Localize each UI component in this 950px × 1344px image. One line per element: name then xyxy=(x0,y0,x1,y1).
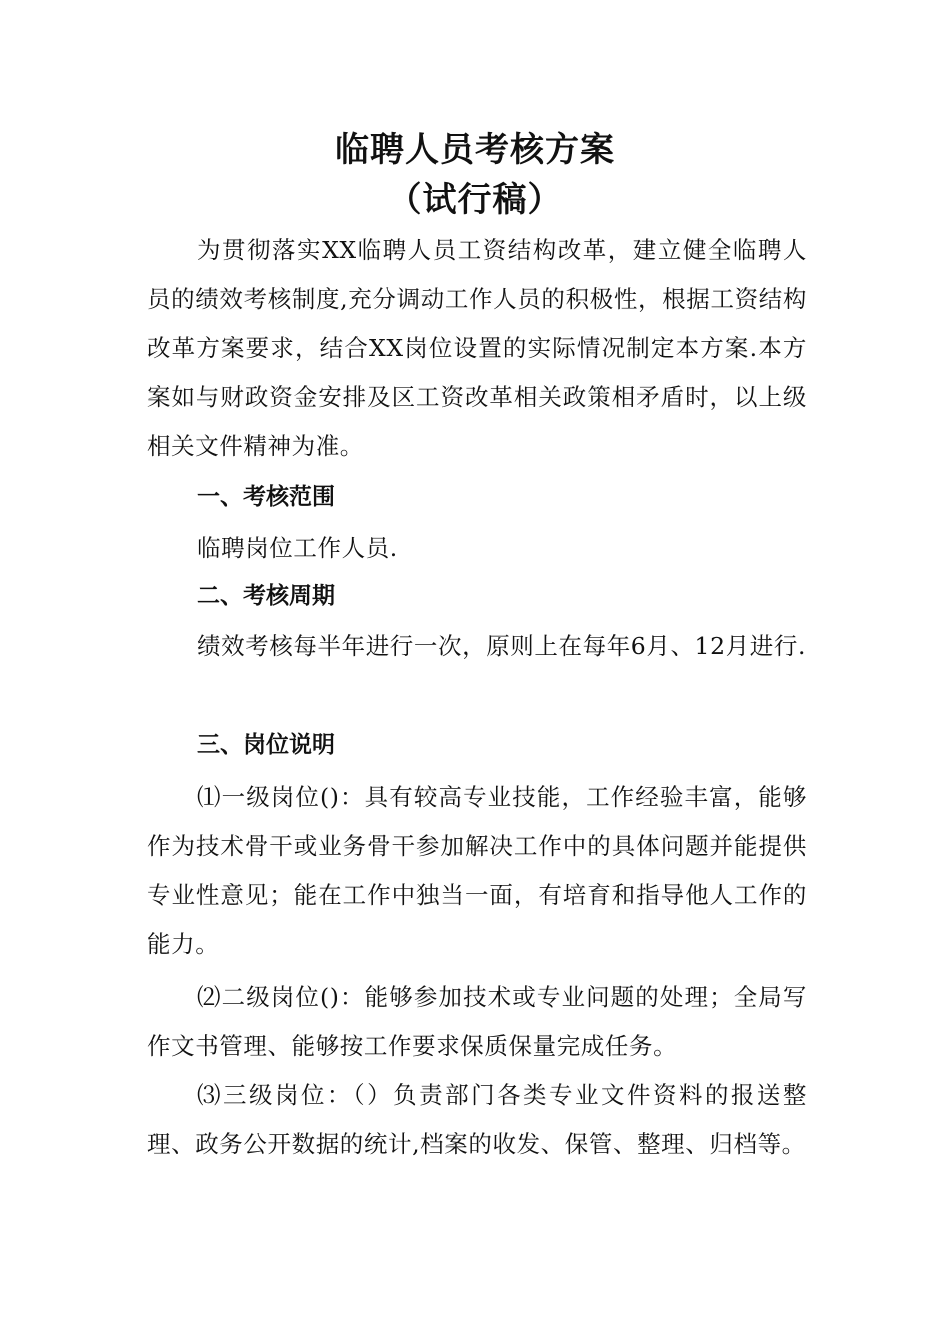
section-heading-period: 二、考核周期 xyxy=(197,583,335,609)
position-level-1-paragraph: ⑴一级岗位()：具有较高专业技能，工作经验丰富，能够作为技术骨干或业务骨干参加解决工作中的具体问题并能提供专业性意见；能在工作中独当一面，有培育和指导他人工作的能力。 xyxy=(147,783,807,958)
period-paragraph: 绩效考核每半年进行一次，原则上在每年6月、12月进行. xyxy=(197,632,807,660)
position-level-2-paragraph: ⑵二级岗位()：能够参加技术或专业问题的处理；全局写作文书管理、能够按工作要求保质保量完成任务。 xyxy=(147,983,807,1060)
section-heading-positions: 三、岗位说明 xyxy=(197,732,335,758)
position-level-3-paragraph: ⑶三级岗位：（）负责部门各类专业文件资料的报送整理、政务公开数据的统计,档案的收发、保管、整理、归档等。 xyxy=(147,1081,807,1158)
document-subtitle: （试行稿） xyxy=(387,180,563,220)
scope-paragraph: 临聘岗位工作人员. xyxy=(197,534,398,562)
section-heading-scope: 一、考核范围 xyxy=(197,484,335,510)
document-title: 临聘人员考核方案 xyxy=(335,130,615,170)
intro-paragraph: 为贯彻落实XX临聘人员工资结构改革，建立健全临聘人员的绩效考核制度,充分调动工作人员的积极性，根据工资结构改革方案要求，结合XX岗位设置的实际情况制定本方案.本方案如与财政资金安排及区工资改革相关政策相矛盾时，以上级相关文件精神为准。 xyxy=(147,236,807,460)
